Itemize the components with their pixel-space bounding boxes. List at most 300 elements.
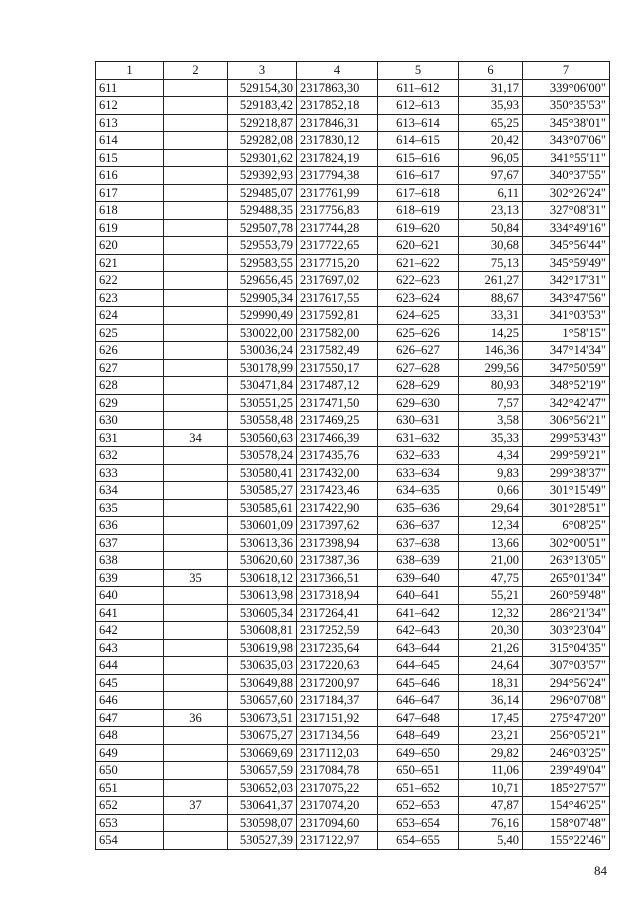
y-coordinate-cell: 2317697,02: [297, 272, 378, 290]
length-cell: 47,87: [459, 797, 523, 815]
length-cell: 7,57: [459, 394, 523, 412]
point-number-cell: 619: [96, 219, 164, 237]
y-coordinate-cell: 2317432,00: [297, 464, 378, 482]
zone-number-cell: [164, 604, 228, 622]
y-coordinate-cell: 2317715,20: [297, 254, 378, 272]
segment-cell: 618–619: [378, 202, 459, 220]
point-number-cell: 639: [96, 569, 164, 587]
bearing-cell: 339°06'00": [523, 79, 610, 97]
point-number-cell: 624: [96, 307, 164, 325]
point-number-cell: 612: [96, 97, 164, 115]
zone-number-cell: [164, 149, 228, 167]
point-number-cell: 618: [96, 202, 164, 220]
bearing-cell: 347°14'34": [523, 342, 610, 360]
table-row: [96, 534, 610, 552]
length-cell: 96,05: [459, 149, 523, 167]
table-row: [96, 114, 610, 132]
point-number-cell: 623: [96, 289, 164, 307]
x-coordinate-cell: 529282,08: [228, 132, 297, 150]
length-cell: 4,34: [459, 447, 523, 465]
bearing-cell: 286°21'34": [523, 604, 610, 622]
bearing-cell: 345°59'49": [523, 254, 610, 272]
zone-number-cell: [164, 744, 228, 762]
x-coordinate-cell: 529392,93: [228, 167, 297, 185]
length-cell: 261,27: [459, 272, 523, 290]
zone-number-cell: [164, 552, 228, 570]
bearing-cell: 343°47'56": [523, 289, 610, 307]
table-row: [96, 447, 610, 465]
table-row: [96, 482, 610, 500]
zone-number-cell: [164, 447, 228, 465]
x-coordinate-cell: 530585,61: [228, 499, 297, 517]
x-coordinate-cell: 529488,35: [228, 202, 297, 220]
x-coordinate-cell: 530601,09: [228, 517, 297, 535]
table-row: [96, 797, 610, 815]
point-number-cell: 648: [96, 727, 164, 745]
point-number-cell: 645: [96, 674, 164, 692]
segment-cell: 612–613: [378, 97, 459, 115]
x-coordinate-cell: 530560,63: [228, 429, 297, 447]
segment-cell: 621–622: [378, 254, 459, 272]
table-row: [96, 149, 610, 167]
zone-number-cell: [164, 307, 228, 325]
point-number-cell: 622: [96, 272, 164, 290]
y-coordinate-cell: 2317722,65: [297, 237, 378, 255]
segment-cell: 623–624: [378, 289, 459, 307]
zone-number-cell: [164, 832, 228, 850]
column-header-6: 6: [459, 62, 523, 80]
x-coordinate-cell: 530580,41: [228, 464, 297, 482]
point-number-cell: 635: [96, 499, 164, 517]
length-cell: 6,11: [459, 184, 523, 202]
length-cell: 75,13: [459, 254, 523, 272]
table-row: [96, 762, 610, 780]
segment-cell: 639–640: [378, 569, 459, 587]
bearing-cell: 350°35'53": [523, 97, 610, 115]
point-number-cell: 642: [96, 622, 164, 640]
segment-cell: 645–646: [378, 674, 459, 692]
zone-number-cell: [164, 779, 228, 797]
length-cell: 29,82: [459, 744, 523, 762]
zone-number-cell: [164, 727, 228, 745]
bearing-cell: 265°01'34": [523, 569, 610, 587]
point-number-cell: 626: [96, 342, 164, 360]
y-coordinate-cell: 2317318,94: [297, 587, 378, 605]
zone-number-cell: [164, 237, 228, 255]
point-number-cell: 614: [96, 132, 164, 150]
segment-cell: 641–642: [378, 604, 459, 622]
x-coordinate-cell: 530641,37: [228, 797, 297, 815]
table-header-row: [96, 62, 610, 80]
table-row: [96, 219, 610, 237]
bearing-cell: 303°23'04": [523, 622, 610, 640]
x-coordinate-cell: 529583,55: [228, 254, 297, 272]
bearing-cell: 307°03'57": [523, 657, 610, 675]
length-cell: 31,17: [459, 79, 523, 97]
point-number-cell: 646: [96, 692, 164, 710]
bearing-cell: 341°55'11": [523, 149, 610, 167]
y-coordinate-cell: 2317122,97: [297, 832, 378, 850]
table-row: [96, 412, 610, 430]
y-coordinate-cell: 2317264,41: [297, 604, 378, 622]
table-row: [96, 727, 610, 745]
segment-cell: 614–615: [378, 132, 459, 150]
bearing-cell: 296°07'08": [523, 692, 610, 710]
segment-cell: 632–633: [378, 447, 459, 465]
length-cell: 5,40: [459, 832, 523, 850]
segment-cell: 651–652: [378, 779, 459, 797]
zone-number-cell: [164, 289, 228, 307]
segment-cell: 650–651: [378, 762, 459, 780]
zone-number-cell: 35: [164, 569, 228, 587]
x-coordinate-cell: 530613,36: [228, 534, 297, 552]
y-coordinate-cell: 2317422,90: [297, 499, 378, 517]
bearing-cell: 239°49'04": [523, 762, 610, 780]
y-coordinate-cell: 2317582,00: [297, 324, 378, 342]
table-row: [96, 464, 610, 482]
y-coordinate-cell: 2317863,30: [297, 79, 378, 97]
y-coordinate-cell: 2317387,36: [297, 552, 378, 570]
y-coordinate-cell: 2317756,83: [297, 202, 378, 220]
table-row: [96, 744, 610, 762]
zone-number-cell: [164, 622, 228, 640]
length-cell: 55,21: [459, 587, 523, 605]
zone-number-cell: [164, 534, 228, 552]
y-coordinate-cell: 2317084,78: [297, 762, 378, 780]
segment-cell: 625–626: [378, 324, 459, 342]
length-cell: 21,26: [459, 639, 523, 657]
x-coordinate-cell: 529990,49: [228, 307, 297, 325]
x-coordinate-cell: 530578,24: [228, 447, 297, 465]
table-row: [96, 639, 610, 657]
segment-cell: 654–655: [378, 832, 459, 850]
table-row: [96, 254, 610, 272]
y-coordinate-cell: 2317852,18: [297, 97, 378, 115]
x-coordinate-cell: 530620,60: [228, 552, 297, 570]
y-coordinate-cell: 2317761,99: [297, 184, 378, 202]
segment-cell: 649–650: [378, 744, 459, 762]
length-cell: 12,34: [459, 517, 523, 535]
y-coordinate-cell: 2317592,81: [297, 307, 378, 325]
table-row: [96, 587, 610, 605]
table-row: [96, 779, 610, 797]
length-cell: 97,67: [459, 167, 523, 185]
x-coordinate-cell: 530598,07: [228, 814, 297, 832]
y-coordinate-cell: 2317466,39: [297, 429, 378, 447]
zone-number-cell: [164, 132, 228, 150]
zone-number-cell: [164, 377, 228, 395]
point-number-cell: 654: [96, 832, 164, 850]
zone-number-cell: [164, 219, 228, 237]
y-coordinate-cell: 2317398,94: [297, 534, 378, 552]
zone-number-cell: [164, 202, 228, 220]
zone-number-cell: 37: [164, 797, 228, 815]
bearing-cell: 315°04'35": [523, 639, 610, 657]
zone-number-cell: [164, 692, 228, 710]
point-number-cell: 630: [96, 412, 164, 430]
x-coordinate-cell: 530613,98: [228, 587, 297, 605]
x-coordinate-cell: 530657,60: [228, 692, 297, 710]
segment-cell: 647–648: [378, 709, 459, 727]
bearing-cell: 260°59'48": [523, 587, 610, 605]
y-coordinate-cell: 2317252,59: [297, 622, 378, 640]
bearing-cell: 256°05'21": [523, 727, 610, 745]
zone-number-cell: [164, 674, 228, 692]
point-number-cell: 649: [96, 744, 164, 762]
point-number-cell: 644: [96, 657, 164, 675]
length-cell: 17,45: [459, 709, 523, 727]
zone-number-cell: [164, 254, 228, 272]
point-number-cell: 632: [96, 447, 164, 465]
segment-cell: 615–616: [378, 149, 459, 167]
table-row: [96, 832, 610, 850]
segment-cell: 646–647: [378, 692, 459, 710]
x-coordinate-cell: 529183,42: [228, 97, 297, 115]
bearing-cell: 294°56'24": [523, 674, 610, 692]
length-cell: 50,84: [459, 219, 523, 237]
length-cell: 80,93: [459, 377, 523, 395]
length-cell: 23,13: [459, 202, 523, 220]
point-number-cell: 641: [96, 604, 164, 622]
length-cell: 13,66: [459, 534, 523, 552]
length-cell: 20,42: [459, 132, 523, 150]
table-row: [96, 814, 610, 832]
x-coordinate-cell: 529656,45: [228, 272, 297, 290]
bearing-cell: 334°49'16": [523, 219, 610, 237]
y-coordinate-cell: 2317469,25: [297, 412, 378, 430]
x-coordinate-cell: 530558,48: [228, 412, 297, 430]
segment-cell: 629–630: [378, 394, 459, 412]
length-cell: 88,67: [459, 289, 523, 307]
table-row: [96, 272, 610, 290]
point-number-cell: 651: [96, 779, 164, 797]
x-coordinate-cell: 530605,34: [228, 604, 297, 622]
point-number-cell: 636: [96, 517, 164, 535]
segment-cell: 619–620: [378, 219, 459, 237]
length-cell: 9,83: [459, 464, 523, 482]
x-coordinate-cell: 530022,00: [228, 324, 297, 342]
point-number-cell: 647: [96, 709, 164, 727]
x-coordinate-cell: 530618,12: [228, 569, 297, 587]
bearing-cell: 342°42'47": [523, 394, 610, 412]
y-coordinate-cell: 2317200,97: [297, 674, 378, 692]
x-coordinate-cell: 530652,03: [228, 779, 297, 797]
bearing-cell: 275°47'20": [523, 709, 610, 727]
bearing-cell: 299°59'21": [523, 447, 610, 465]
zone-number-cell: [164, 587, 228, 605]
zone-number-cell: [164, 272, 228, 290]
x-coordinate-cell: 530635,03: [228, 657, 297, 675]
x-coordinate-cell: 529301,62: [228, 149, 297, 167]
length-cell: 33,31: [459, 307, 523, 325]
zone-number-cell: [164, 639, 228, 657]
table-row: [96, 324, 610, 342]
bearing-cell: 1°58'15": [523, 324, 610, 342]
y-coordinate-cell: 2317744,28: [297, 219, 378, 237]
bearing-cell: 154°46'25": [523, 797, 610, 815]
length-cell: 20,30: [459, 622, 523, 640]
table-row: [96, 622, 610, 640]
length-cell: 35,93: [459, 97, 523, 115]
bearing-cell: 347°50'59": [523, 359, 610, 377]
point-number-cell: 613: [96, 114, 164, 132]
table-row: [96, 237, 610, 255]
y-coordinate-cell: 2317471,50: [297, 394, 378, 412]
segment-cell: 622–623: [378, 272, 459, 290]
zone-number-cell: [164, 394, 228, 412]
bearing-cell: 301°28'51": [523, 499, 610, 517]
zone-number-cell: [164, 762, 228, 780]
point-number-cell: 629: [96, 394, 164, 412]
column-header-3: 3: [228, 62, 297, 80]
y-coordinate-cell: 2317184,37: [297, 692, 378, 710]
y-coordinate-cell: 2317366,51: [297, 569, 378, 587]
segment-cell: 616–617: [378, 167, 459, 185]
table-row: [96, 394, 610, 412]
length-cell: 76,16: [459, 814, 523, 832]
table-row: [96, 79, 610, 97]
segment-cell: 638–639: [378, 552, 459, 570]
x-coordinate-cell: 530551,25: [228, 394, 297, 412]
zone-number-cell: [164, 97, 228, 115]
y-coordinate-cell: 2317151,92: [297, 709, 378, 727]
zone-number-cell: [164, 814, 228, 832]
x-coordinate-cell: 530619,98: [228, 639, 297, 657]
bearing-cell: 6°08'25": [523, 517, 610, 535]
bearing-cell: 342°17'31": [523, 272, 610, 290]
y-coordinate-cell: 2317550,17: [297, 359, 378, 377]
bearing-cell: 246°03'25": [523, 744, 610, 762]
column-header-4: 4: [297, 62, 378, 80]
coordinates-table: [95, 61, 610, 850]
bearing-cell: 301°15'49": [523, 482, 610, 500]
zone-number-cell: 34: [164, 429, 228, 447]
point-number-cell: 625: [96, 324, 164, 342]
point-number-cell: 617: [96, 184, 164, 202]
zone-number-cell: [164, 167, 228, 185]
table-row: [96, 289, 610, 307]
x-coordinate-cell: 530669,69: [228, 744, 297, 762]
y-coordinate-cell: 2317235,64: [297, 639, 378, 657]
length-cell: 299,56: [459, 359, 523, 377]
bearing-cell: 185°27'57": [523, 779, 610, 797]
bearing-cell: 302°00'51": [523, 534, 610, 552]
x-coordinate-cell: 530673,51: [228, 709, 297, 727]
x-coordinate-cell: 529507,78: [228, 219, 297, 237]
point-number-cell: 631: [96, 429, 164, 447]
x-coordinate-cell: 530527,39: [228, 832, 297, 850]
x-coordinate-cell: 530608,81: [228, 622, 297, 640]
bearing-cell: 306°56'21": [523, 412, 610, 430]
x-coordinate-cell: 529553,79: [228, 237, 297, 255]
x-coordinate-cell: 530471,84: [228, 377, 297, 395]
point-number-cell: 633: [96, 464, 164, 482]
point-number-cell: 638: [96, 552, 164, 570]
point-number-cell: 652: [96, 797, 164, 815]
table-row: [96, 569, 610, 587]
y-coordinate-cell: 2317830,12: [297, 132, 378, 150]
segment-cell: 630–631: [378, 412, 459, 430]
segment-cell: 624–625: [378, 307, 459, 325]
length-cell: 21,00: [459, 552, 523, 570]
table-row: [96, 674, 610, 692]
y-coordinate-cell: 2317794,38: [297, 167, 378, 185]
point-number-cell: 628: [96, 377, 164, 395]
zone-number-cell: [164, 464, 228, 482]
length-cell: 0,66: [459, 482, 523, 500]
zone-number-cell: [164, 184, 228, 202]
segment-cell: 635–636: [378, 499, 459, 517]
length-cell: 146,36: [459, 342, 523, 360]
x-coordinate-cell: 529485,07: [228, 184, 297, 202]
segment-cell: 631–632: [378, 429, 459, 447]
length-cell: 23,21: [459, 727, 523, 745]
zone-number-cell: [164, 482, 228, 500]
point-number-cell: 640: [96, 587, 164, 605]
x-coordinate-cell: 530649,88: [228, 674, 297, 692]
length-cell: 65,25: [459, 114, 523, 132]
length-cell: 29,64: [459, 499, 523, 517]
zone-number-cell: [164, 324, 228, 342]
bearing-cell: 299°38'37": [523, 464, 610, 482]
length-cell: 36,14: [459, 692, 523, 710]
column-header-7: 7: [523, 62, 610, 80]
length-cell: 12,32: [459, 604, 523, 622]
bearing-cell: 327°08'31": [523, 202, 610, 220]
y-coordinate-cell: 2317582,49: [297, 342, 378, 360]
segment-cell: 642–643: [378, 622, 459, 640]
zone-number-cell: [164, 79, 228, 97]
point-number-cell: 653: [96, 814, 164, 832]
bearing-cell: 155°22'46": [523, 832, 610, 850]
bearing-cell: 158°07'48": [523, 814, 610, 832]
point-number-cell: 611: [96, 79, 164, 97]
bearing-cell: 345°56'44": [523, 237, 610, 255]
point-number-cell: 620: [96, 237, 164, 255]
x-coordinate-cell: 530036,24: [228, 342, 297, 360]
x-coordinate-cell: 530657,59: [228, 762, 297, 780]
y-coordinate-cell: 2317487,12: [297, 377, 378, 395]
table-body: [96, 79, 610, 849]
zone-number-cell: 36: [164, 709, 228, 727]
point-number-cell: 616: [96, 167, 164, 185]
point-number-cell: 637: [96, 534, 164, 552]
table-row: [96, 202, 610, 220]
bearing-cell: 343°07'06": [523, 132, 610, 150]
table-row: [96, 499, 610, 517]
table-row: [96, 709, 610, 727]
x-coordinate-cell: 530585,27: [228, 482, 297, 500]
segment-cell: 617–618: [378, 184, 459, 202]
table-row: [96, 657, 610, 675]
segment-cell: 627–628: [378, 359, 459, 377]
table-row: [96, 307, 610, 325]
x-coordinate-cell: 529154,30: [228, 79, 297, 97]
point-number-cell: 627: [96, 359, 164, 377]
zone-number-cell: [164, 517, 228, 535]
table-row: [96, 429, 610, 447]
y-coordinate-cell: 2317617,55: [297, 289, 378, 307]
segment-cell: 634–635: [378, 482, 459, 500]
table-row: [96, 184, 610, 202]
segment-cell: 644–645: [378, 657, 459, 675]
length-cell: 11,06: [459, 762, 523, 780]
point-number-cell: 621: [96, 254, 164, 272]
bearing-cell: 345°38'01": [523, 114, 610, 132]
bearing-cell: 348°52'19": [523, 377, 610, 395]
y-coordinate-cell: 2317074,20: [297, 797, 378, 815]
y-coordinate-cell: 2317397,62: [297, 517, 378, 535]
